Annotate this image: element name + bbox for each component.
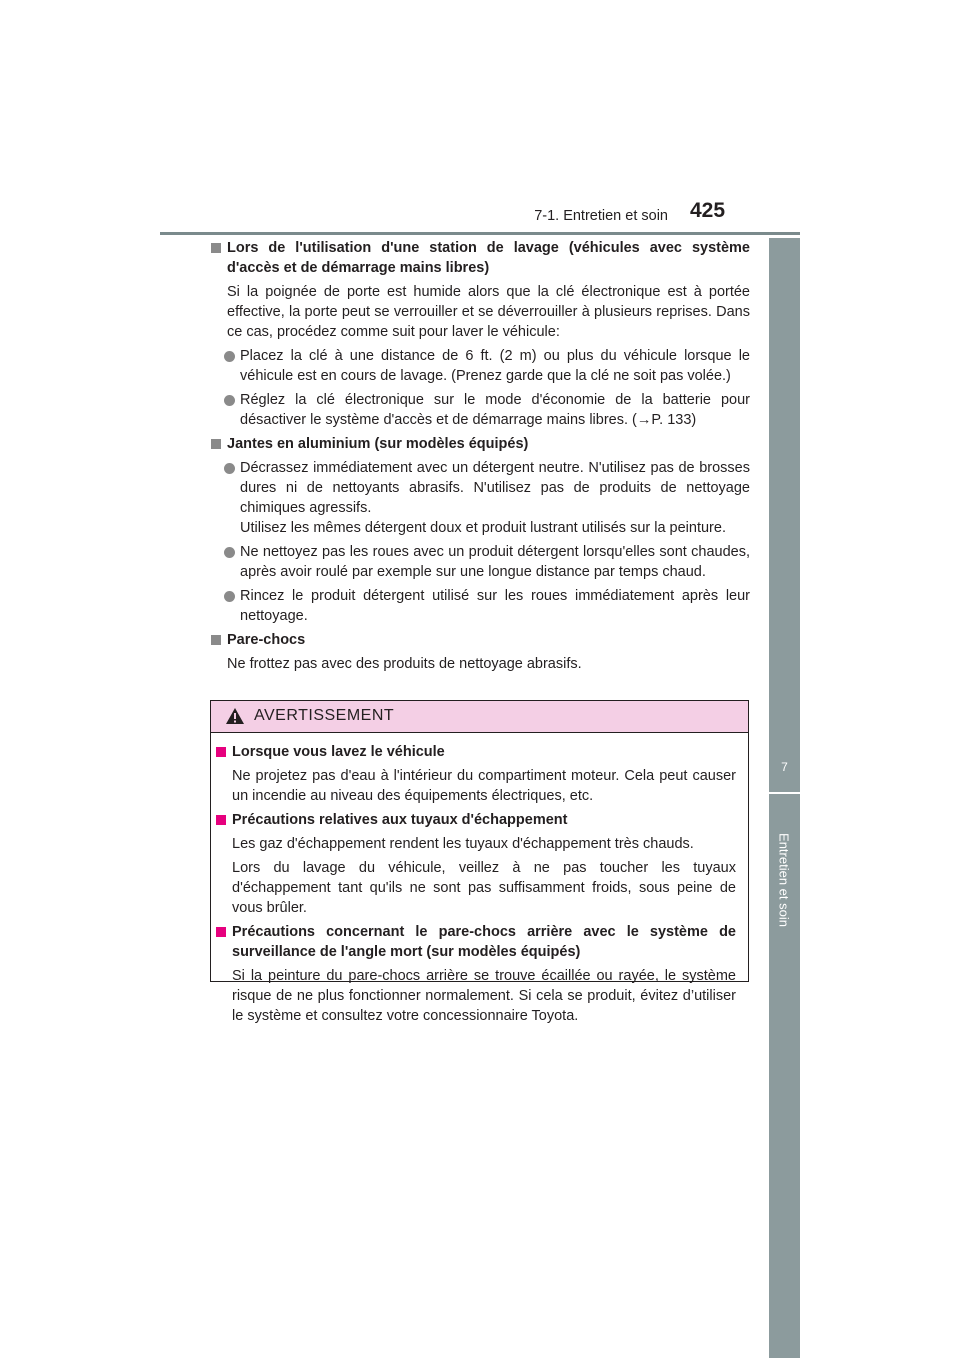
warning-paragraph: Les gaz d'échappement rendent les tuyaux d'échappement très chauds. xyxy=(232,836,694,852)
circle-bullet-icon xyxy=(224,351,235,362)
section-heading: Lors de l'utilisation d'une station de lavage (véhicules avec système d'accès et de démarrage mains libres) xyxy=(210,238,750,278)
chapter-tab-divider xyxy=(769,792,800,794)
circle-bullet-icon xyxy=(224,395,235,406)
square-bullet-icon xyxy=(216,815,226,825)
square-bullet-icon xyxy=(211,439,221,449)
circle-bullet-icon xyxy=(224,547,235,558)
warning-box xyxy=(210,700,749,1024)
square-bullet-icon xyxy=(216,927,226,937)
section-title: 7-1. Entretien et soin xyxy=(534,208,668,224)
bullet-item: Placez la clé à une distance de 6 ft. (2 m) ou plus du véhicule lorsque le véhicule est en cours de lavage. (Prenez garde que la clé ne soit pas volée.) xyxy=(210,346,750,386)
chapter-tab xyxy=(769,238,800,1358)
warning-triangle-icon xyxy=(225,707,245,725)
warning-paragraph: Lors du lavage du véhicule, veillez à ne pas toucher les tuyaux d'échappement tant qu'ils ne sont pas suffisamment froids, sous peine de vous brûler. xyxy=(232,860,736,916)
warning-heading: Précautions concernant le pare-chocs arrière avec le système de surveillance de l'angle mort (sur modèles équipés) xyxy=(215,922,736,962)
bullet-item: Ne nettoyez pas les roues avec un produit détergent lorsqu'elles sont chaudes, après avoir roulé par exemple sur une longue distance par temps chaud. xyxy=(210,542,750,582)
paragraph: Ne frottez pas avec des produits de nettoyage abrasifs. xyxy=(227,656,582,672)
bullet-continuation: Utilisez les mêmes détergent doux et produit lustrant utilisés sur la peinture. xyxy=(240,520,726,536)
square-bullet-icon xyxy=(211,635,221,645)
warning-header xyxy=(211,701,748,733)
square-bullet-icon xyxy=(216,747,226,757)
bullet-item: Rincez le produit détergent utilisé sur les roues immédiatement après leur nettoyage. xyxy=(210,586,750,626)
warning-heading: Précautions relatives aux tuyaux d'échappement xyxy=(215,810,736,830)
warning-paragraph: Ne projetez pas d'eau à l'intérieur du compartiment moteur. Cela peut causer un incendie au niveau des équipements électriques, etc. xyxy=(232,768,736,804)
warning-body xyxy=(211,733,748,1026)
section-heading: Jantes en aluminium (sur modèles équipés) xyxy=(210,434,750,454)
warning-heading: Lorsque vous lavez le véhicule xyxy=(215,742,736,762)
main-content xyxy=(210,238,750,678)
chapter-label: Entretien et soin xyxy=(776,833,792,927)
circle-bullet-icon xyxy=(224,591,235,602)
chapter-number: 7 xyxy=(781,760,788,774)
paragraph: Si la poignée de porte est humide alors que la clé électronique est à portée effective, la porte peut se verrouiller et se déverrouiller à plusieurs reprises. Dans ce cas, procédez comme suit pour laver le véhicule: xyxy=(227,284,750,340)
page-number: 425 xyxy=(690,199,726,222)
bullet-item: Réglez la clé électronique sur le mode d'économie de la batterie pour désactiver le système d'accès et de démarrage mains libres. (→P. 133) xyxy=(210,390,750,430)
section-heading: Pare-chocs xyxy=(210,630,750,650)
circle-bullet-icon xyxy=(224,463,235,474)
warning-title: AVERTISSEMENT xyxy=(254,707,395,724)
header-rule xyxy=(160,232,800,235)
bullet-item: Décrassez immédiatement avec un détergent neutre. N'utilisez pas de brosses dures ni de nettoyants abrasifs. N'utilisez pas de produits de nettoyage chimiques agressifs. Utilisez les mêmes détergent doux et produit lustrant utilisés sur la peinture. xyxy=(210,458,750,538)
square-bullet-icon xyxy=(211,243,221,253)
warning-paragraph: Si la peinture du pare-chocs arrière se trouve écaillée ou rayée, le système risque de ne plus fonctionner normalement. Si cela se produit, évitez d’utiliser le système et consultez votre concessionnaire Toyota. xyxy=(232,968,736,1024)
